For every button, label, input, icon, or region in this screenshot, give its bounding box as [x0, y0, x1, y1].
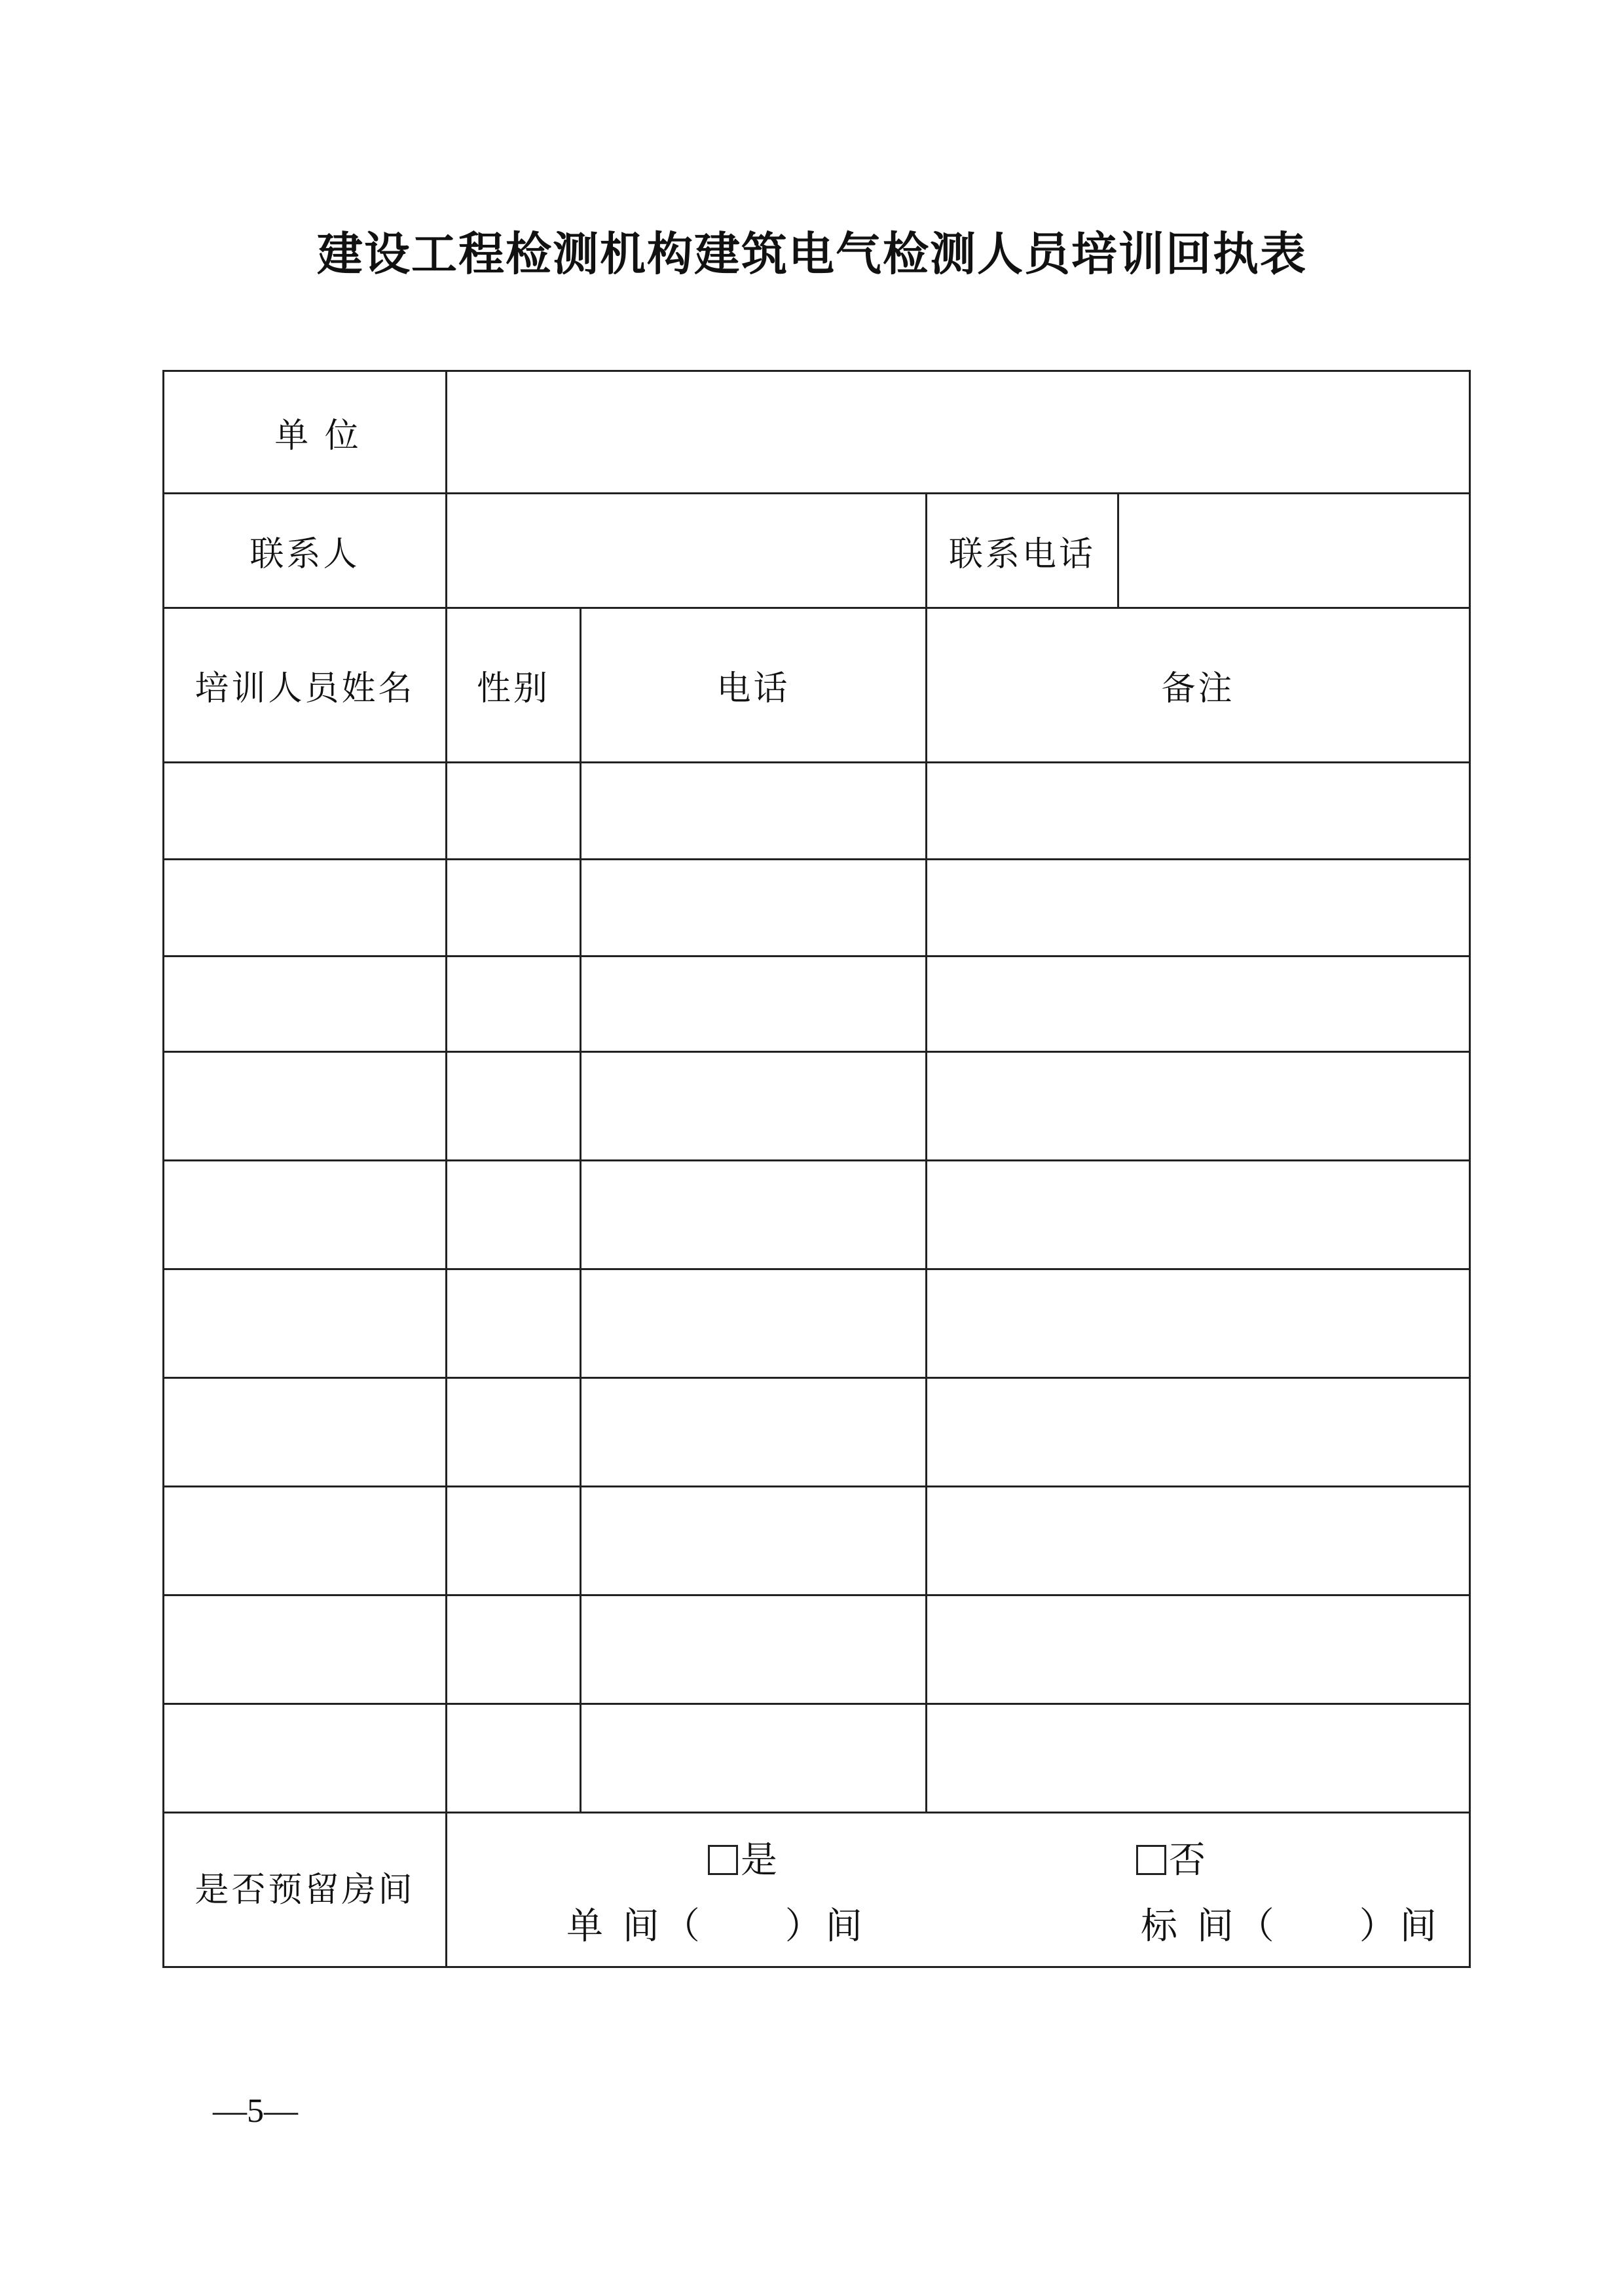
trainee-remarks-field[interactable] [927, 1052, 1470, 1161]
trainee-gender-field[interactable] [447, 1269, 581, 1378]
trainee-name-field[interactable] [164, 860, 447, 957]
room-reservation-label: 是否预留房间 [164, 1813, 447, 1967]
page-number: —5— [213, 2092, 298, 2130]
unit-field[interactable] [447, 371, 1470, 494]
trainee-remarks-field[interactable] [927, 1704, 1470, 1813]
trainee-gender-field[interactable] [447, 1052, 581, 1161]
trainee-gender-field[interactable] [447, 1595, 581, 1704]
form-title: 建设工程检测机构建筑电气检测人员培训回执表 [317, 227, 1307, 281]
yes-label: 是 [741, 1838, 780, 1882]
trainee-row [164, 1704, 1470, 1813]
trainee-gender-field[interactable] [447, 860, 581, 957]
room-options-container [447, 1815, 1469, 1965]
no-checkbox[interactable] [1136, 1845, 1166, 1875]
trainee-phone-field[interactable] [581, 1161, 927, 1269]
trainee-row [164, 860, 1470, 957]
trainee-row [164, 1487, 1470, 1595]
trainee-remarks-field[interactable] [927, 1487, 1470, 1595]
trainee-remarks-field[interactable] [927, 1595, 1470, 1704]
unit-label: 单 位 [164, 371, 447, 494]
trainee-name-field[interactable] [164, 1378, 447, 1487]
trainee-name-field[interactable] [164, 1161, 447, 1269]
trainee-row [164, 1052, 1470, 1161]
room-reservation-row [164, 1813, 1470, 1967]
trainee-phone-field[interactable] [581, 1704, 927, 1813]
column-header-gender: 性别 [447, 608, 581, 763]
trainee-phone-field[interactable] [581, 957, 927, 1052]
trainee-name-field[interactable] [164, 763, 447, 860]
trainee-remarks-field[interactable] [927, 1161, 1470, 1269]
contact-phone-label: 联系电话 [927, 494, 1118, 608]
trainee-phone-field[interactable] [581, 1052, 927, 1161]
reserve-no-option[interactable] [1136, 1838, 1208, 1884]
trainee-name-field[interactable] [164, 1487, 447, 1595]
reserve-yes-option[interactable] [708, 1838, 780, 1884]
contact-label: 联系人 [164, 494, 447, 608]
column-header-row [164, 608, 1470, 763]
no-label: 否 [1169, 1838, 1208, 1882]
trainee-row [164, 1161, 1470, 1269]
trainee-phone-field[interactable] [581, 1487, 927, 1595]
contact-row [164, 494, 1470, 608]
trainee-gender-field[interactable] [447, 1487, 581, 1595]
trainee-row [164, 957, 1470, 1052]
trainee-remarks-field[interactable] [927, 1269, 1470, 1378]
room-reservation-options [447, 1813, 1470, 1967]
trainee-remarks-field[interactable] [927, 957, 1470, 1052]
unit-row [164, 371, 1470, 494]
trainee-remarks-field[interactable] [927, 860, 1470, 957]
contact-field[interactable] [447, 494, 927, 608]
trainee-gender-field[interactable] [447, 1161, 581, 1269]
yes-checkbox[interactable] [708, 1845, 738, 1875]
trainee-remarks-field[interactable] [927, 1378, 1470, 1487]
standard-room-count-field[interactable]: 标 间（ ）间 [1141, 1904, 1441, 1948]
trainee-phone-field[interactable] [581, 860, 927, 957]
receipt-form-table [162, 370, 1471, 1968]
trainee-name-field[interactable] [164, 1052, 447, 1161]
trainee-row [164, 1269, 1470, 1378]
trainee-phone-field[interactable] [581, 1378, 927, 1487]
column-header-remarks: 备注 [927, 608, 1470, 763]
trainee-row [164, 763, 1470, 860]
trainee-remarks-field[interactable] [927, 763, 1470, 860]
trainee-gender-field[interactable] [447, 1704, 581, 1813]
trainee-row [164, 1378, 1470, 1487]
trainee-row [164, 1595, 1470, 1704]
trainee-name-field[interactable] [164, 1595, 447, 1704]
trainee-gender-field[interactable] [447, 763, 581, 860]
trainee-gender-field[interactable] [447, 1378, 581, 1487]
trainee-phone-field[interactable] [581, 1595, 927, 1704]
trainee-gender-field[interactable] [447, 957, 581, 1052]
trainee-phone-field[interactable] [581, 763, 927, 860]
contact-phone-field[interactable] [1118, 494, 1470, 608]
trainee-phone-field[interactable] [581, 1269, 927, 1378]
column-header-name: 培训人员姓名 [164, 608, 447, 763]
trainee-name-field[interactable] [164, 957, 447, 1052]
single-room-count-field[interactable]: 单 间（ ）间 [566, 1904, 866, 1948]
column-header-phone: 电话 [581, 608, 927, 763]
trainee-name-field[interactable] [164, 1269, 447, 1378]
trainee-name-field[interactable] [164, 1704, 447, 1813]
